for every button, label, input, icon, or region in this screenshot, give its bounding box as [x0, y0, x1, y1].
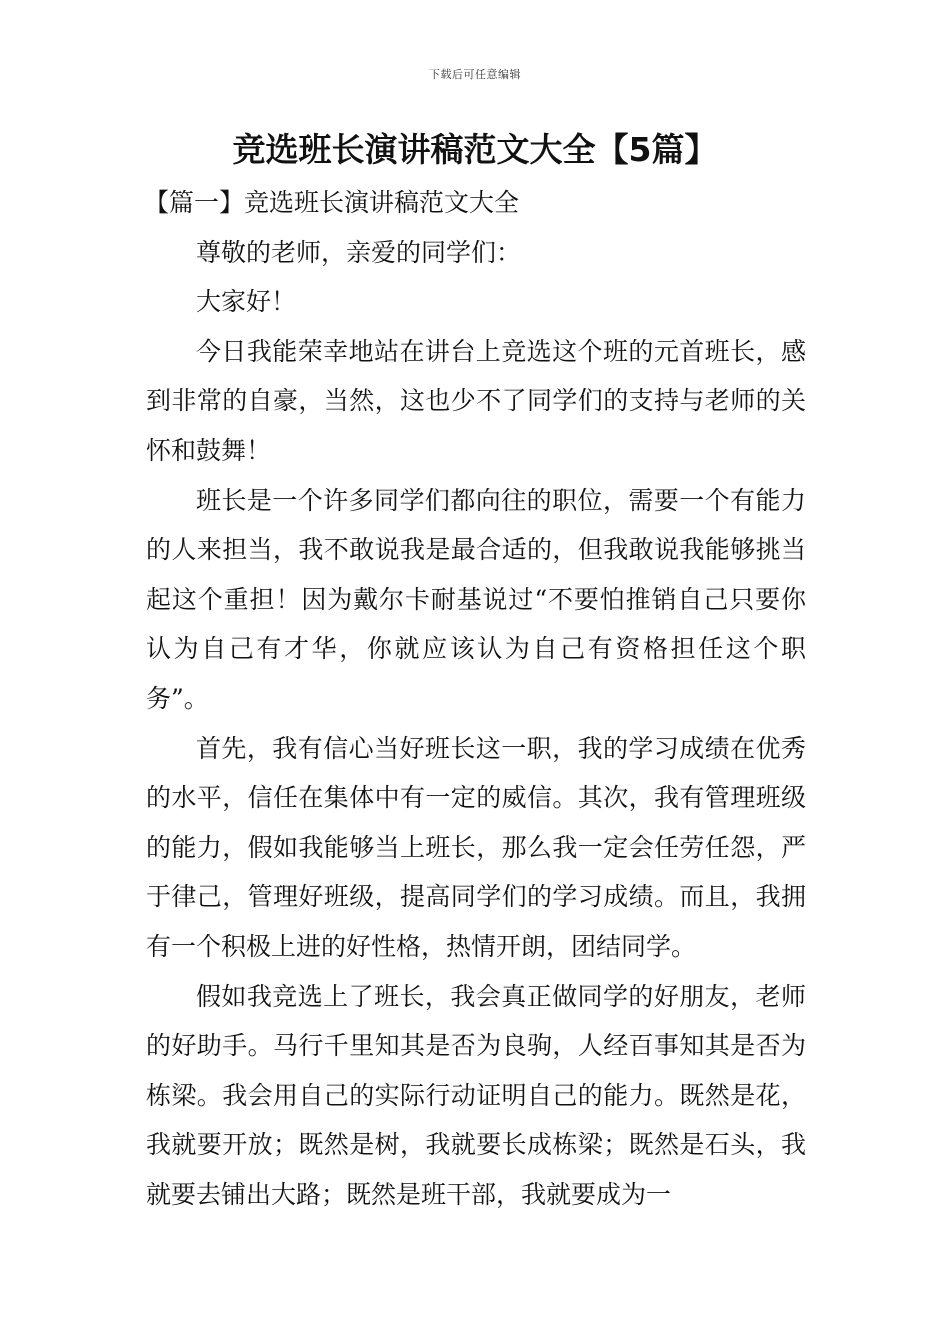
- greeting-paragraph: 大家好！: [196, 287, 297, 317]
- document-body: [146, 178, 806, 1219]
- document-title: 竞选班长演讲稿范文大全【5篇】: [232, 130, 718, 169]
- salutation-paragraph: 尊敬的老师，亲爱的同学们：: [196, 237, 522, 267]
- body-paragraph: 假如我竞选上了班长，我会真正做同学的好朋友，老师的好助手。马行千里知其是否为良驹，人经百事知其是否为栋梁。我会用自己的实际行动证明自己的能力。既然是花，我就要开放；既然是树，我就要长成栋梁；既然是石头，我就要去铺出大路；既然是班干部，我就要成为一: [146, 981, 806, 1209]
- body-paragraph: 首先，我有信心当好班长这一职，我的学习成绩在优秀的水平，信任在集体中有一定的威信。其次，我有管理班级的能力，假如我能够当上班长，那么我一定会任劳任怨，严于律己，管理好班级，提高同学们的学习成绩。而且，我拥有一个积极上进的好性格，热情开朗，团结同学。: [146, 733, 806, 961]
- body-paragraph: 班长是一个许多同学们都向往的职位，需要一个有能力的人来担当，我不敢说我是最合适的，但我敢说我能够挑当起这个重担！因为戴尔卡耐基说过“不要怕推销自己只要你认为自己有才华，你就应该认为自己有资格担任这个职务”。: [146, 485, 806, 713]
- body-paragraph: 今日我能荣幸地站在讲台上竞选这个班的元首班长，感到非常的自豪，当然，这也少不了同学们的支持与老师的关怀和鼓舞！: [146, 336, 806, 465]
- section-heading: 【篇一】竞选班长演讲稿范文大全: [144, 188, 520, 217]
- header-note: 下载后可任意编辑: [429, 68, 521, 81]
